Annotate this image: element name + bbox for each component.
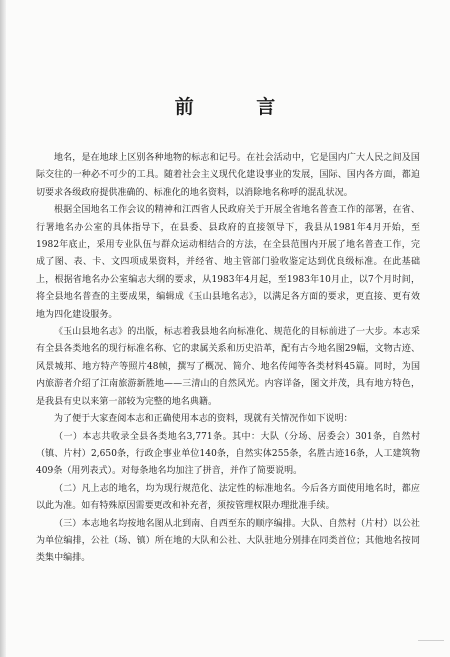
paragraph-item-3: （三）本志地名均按地名图从北到南、自西至东的顺序编排。大队、自然村（片村）以公社为单位编排，公社（场、镇）所在地的大队和公社、大队驻地分别排在同类首位；其他地名按同类集中编排。 xyxy=(36,518,420,564)
page-title: 前 言 xyxy=(174,96,304,118)
document-body xyxy=(36,150,420,568)
paragraph-item-2: （二）凡上志的地名，均为现行规范化、法定性的标准地名。今后各方面使用地名时，都应以此为准。如有特殊原因需要更改和补充者，须按管理权限办理批准手续。 xyxy=(36,483,420,512)
paragraph-publication: 《玉山县地名志》的出版，标志着我县地名向标准化、规范化的目标前进了一大步。本志采有全县各类地名的现行标准名称、它的隶属关系和历史沿革，配有古今地名图29幅，文物古迹、风景城邦、地方特产等照片48帧，撰写了概况、简介、地名传闻等各类材料45篇。同时，为国内旅游者介绍了江南旅游新胜地——三清山的自然风光。内容详备，图文并茂，具有地方特色，是我县有史以来第一部较为完整的地名典籍。 xyxy=(36,327,420,407)
paragraph-item-1: （一）本志共收录全县各类地名3,771条。其中：大队（分场、居委会）301条，自然村（镇、片村）2,650条，行政企事业单位140条，自然实体255条，名胜古迹16条，人工建筑物409条（用列表式）。对每条地名均加注了拼音，并作了简要说明。 xyxy=(36,431,420,477)
page-corner-mark xyxy=(418,640,444,651)
paragraph-intro: 地名，是在地球上区别各种地物的标志和记号。在社会活动中，它是国内广大人民之间及国际交往的一种必不可少的工具。随着社会主义现代化建设事业的发展，国际、国内各方面，都迫切要求各级政府提供准确的、标准化的地名资料，以消除地名称呼的混乱状况。 xyxy=(36,153,420,198)
paragraph-usage-note: 为了便于大家查阅本志和正确使用本志的资料，现就有关情况作如下说明： xyxy=(54,414,353,425)
paragraph-background: 根据全国地名工作会议的精神和江西省人民政府关于开展全省地名普查工作的部署，在省、行署地名办公室的具体指导下，在县委、县政府的直接领导下，我县从1981年4月开始，至1982年底止，采用专业队伍与群众运动相结合的方法，在全县范围内开展了地名普查工作，完成了图、表、卡、文四项成果资料，并经省、地主管部门验收鉴定达到优良级标准。在此基础上，根据省地名办公室编志大纲的要求，从1983年4月起，至1983年10月止，以7个月时间，将全县地名普查的主要成果，编辑成《玉山县地名志》，以满足各方面的要求，更直接、更有效地为四化建设服务。 xyxy=(36,205,420,320)
